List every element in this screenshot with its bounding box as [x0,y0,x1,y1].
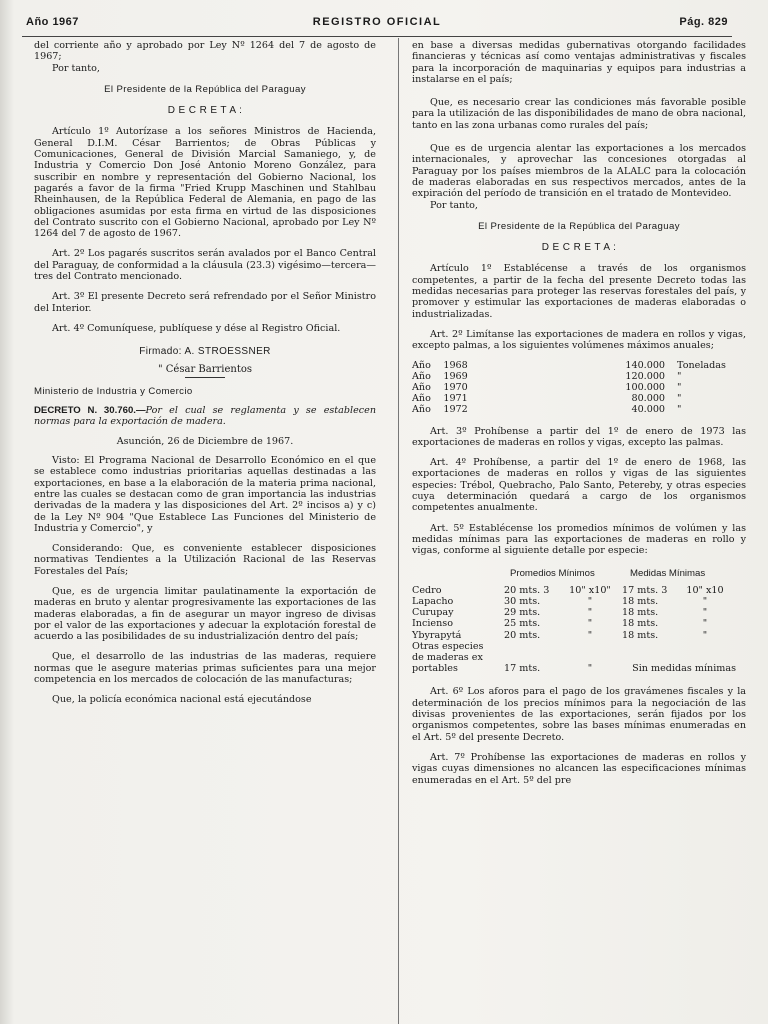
table-cell: 1971 [443,393,468,405]
article-2: Art. 2º Los pagarés suscritos serán avalados por el Banco Central del Paraguay, de conformidad a la cláusula (23.3) vigésimo—tercera—tres del Contrato mencionado. [34,248,376,283]
table-cell: " [702,607,708,619]
table-cell: 18 mts. [622,607,659,619]
table-cell: 1972 [443,404,468,416]
table-row [412,618,736,629]
table-cell: 1969 [443,370,468,382]
article-4: Art. 4º Comuníquese, publíquese y dése al Registro Oficial. [52,322,341,334]
table-cell: Año [412,404,431,416]
table-cell: Otras especies [412,640,484,652]
table-cell: 1968 [443,359,468,371]
header-rule [22,36,732,37]
table-cell: " [677,393,682,405]
article-1: Artículo 1º Autorízase a los señores Ministros de Hacienda, General D.I.M. César Barrientos; de Obras Públicas y Comunicaciones, General de División Marcial Samaniego, y, de Industria y Comercio Don José Antonio Moreno González, para suscribir en nombre y representación del Gobierno Nacional, los pagarés a favor de la firma "Fried Krupp Maschinen und Stahlbau Rheinhausen, de la República Federal de Alemania, en pago de las obligaciones asumidas por esta firma en virtud de las disposiciones del Contrato suscrito con el Gobierno Nacional, aprobado por Ley Nº 1264 del 7 de agosto de 1967. [34,126,376,240]
table-header [412,567,504,585]
export-volume-table [412,360,746,416]
page-header [26,12,728,30]
table-cell: 18 mts. [622,618,659,630]
decree-description: Por el cual se reglamenta y se establecen normas para la exportación de madera. [34,405,377,428]
considerando-paragraph: Que es de urgencia alentar las exportaciones a los mercados internacionales, y aprovechar las concesiones otorgadas al Paraguay por los países miembros de la ALALC para la colocación de maderas elaboradas en sus respectivos mercados, antes de la expiración del período de transición en el tratado de Montevideo. [412,143,746,200]
header-title: REGISTRO OFICIAL [312,16,442,28]
table-cell: 17 mts. [504,663,541,675]
table-row [412,630,736,641]
table-row [412,404,746,415]
table-cell: 1970 [443,381,468,393]
article-4: Art. 4º Prohíbense, a partir del 1º de enero de 1968, las exportaciones de maderas en rollos y vigas de las siguientes especies: Trébol, Quebracho, Palo Santo, Petereby, y otras especies cuya determinación quedará a cargo de los organismos competentes anualmente. [412,457,746,514]
table-cell: 10" x10 [686,584,724,596]
species-measures-table [412,567,736,675]
table-cell: Año [412,393,431,405]
table-cell: Ybyrapytá [412,629,462,641]
table-cell: 120.000 [625,370,666,382]
table-cell: 18 mts. [622,596,659,608]
table-cell: 30 mts. [504,596,541,608]
table-cell: Incienso [412,618,453,630]
right-column [412,40,746,795]
signature-barrientos: " César Barrientos [158,363,252,375]
article-5: Art. 5º Establécense los promedios mínimos de volúmen y las medidas mínimas para las exportaciones de maderas en rollo y vigas, conforme al siguiente detalle por especie: [412,522,746,557]
visto-paragraph: Visto: El Programa Nacional de Desarrollo Económico en el que se establece como industrias prioritarias aquellas destinadas a las exportaciones, en base a la elaboración de la materia prima nacional, entre las cuales se destacan como de gran importancia las industrias derivadas de la madera y las disposiciones del Art. 2º incisos a) y c) de la Ley Nº 904 "Que Establece Las Funciones del Ministerio de Industria y Comercio", y [34,455,376,534]
table-row [412,360,746,371]
table-row [412,607,736,618]
table-cell: 17 mts. 3 [622,584,668,596]
table-header: Medidas Mínimas [630,567,706,579]
table-cell: 100.000 [625,381,666,393]
table-row [412,641,736,652]
paragraph: del corriente año y aprobado por Ley Nº 1264 del 7 de agosto de 1967; [34,40,376,63]
decree-title [34,405,376,428]
table-cell: 25 mts. [504,618,541,630]
president-heading: El Presidente de la República del Paraguay [478,220,680,232]
table-cell: 40.000 [631,404,666,416]
article-1: Artículo 1º Establécense a través de los organismos competentes, a partir de la fecha del presente Decreto todas las medidas necesarias para proteger las reservas forestales del país, y promover y estimular las exportaciones de maderas elaboradas o industrializadas. [412,263,746,320]
article-3: Art. 3º El presente Decreto será refrendado por el Señor Ministro del Interior. [34,291,376,314]
signature-rule [185,377,225,378]
table-cell: " [677,404,682,416]
table-cell: " [702,618,708,630]
ministry-heading: Ministerio de Industria y Comercio [34,385,193,397]
table-cell: " [702,629,708,641]
table-cell: 20 mts. 3 [504,584,550,596]
considerando-paragraph: Que, es necesario crear las condiciones más favorable posible para la utilización de las disponibilidades de mano de obra nacional, tanto en las zona urbanas como rurales del país; [412,97,746,131]
table-cell: 29 mts. [504,607,541,619]
table-cell: Año [412,381,431,393]
decreta-heading: D E C R E T A : [541,242,617,254]
table-cell: 80.000 [631,393,666,405]
considerando-paragraph: Que, la policía económica nacional está ejecutándose [52,694,312,706]
table-cell: " [587,629,593,641]
table-row [412,663,736,674]
table-header: Promedios Mínimos [510,567,595,579]
header-year: Año 1967 [26,16,79,28]
paragraph: en base a diversas medidas gubernativas otorgando facilidades financieras y técnicas así como ventajas administrativas y fiscales para la incorporación de maquinarias y equipos para industrias a instalarse en el país; [412,40,746,85]
table-cell: 140.000 [625,359,666,371]
left-column [34,40,376,715]
table-cell: " [587,618,593,630]
table-cell: Sin medidas mínimas [632,663,736,675]
considerando-paragraph: Que, el desarrollo de las industrias de las maderas, requiere normas que le asegure materias primas suficientes para una mejor competencia en los mercados de colocación de las manufacturas; [34,651,376,686]
table-header-row [412,567,736,585]
table-cell: " [677,370,682,382]
article-7: Art. 7º Prohíbense las exportaciones de maderas en rollos y vigas cuyas dimensiones no alcancen las especificaciones mínimas enumeradas en el Art. 5º del pre [412,751,746,786]
table-cell: de maderas ex [412,652,483,664]
table-cell: Curupay [412,607,454,619]
article-3: Art. 3º Prohíbense a partir del 1º de enero de 1973 las exportaciones de maderas en rollos y vigas, excepto las palmas. [412,425,746,448]
table-row [412,596,736,607]
table-cell: 10" x10" [569,584,611,596]
table-cell: " [587,596,593,608]
article-6: Art. 6º Los aforos para el pago de los gravámenes fiscales y la determinación de los precios mínimos para la negociación de las divisas provenientes de las exportaciones, serán fijados por los organismos competentes, sobre las bases mínimas enumeradas en el Art. 5º del presente Decreto. [412,686,746,743]
table-row [412,393,746,404]
table-row [412,652,736,663]
table-row [412,382,746,393]
decree-date: Asunción, 26 de Diciembre de 1967. [116,435,294,447]
table-cell: Toneladas [677,359,726,371]
president-heading: El Presidente de la República del Paraguay [104,83,306,95]
header-page-number: Pág. 829 [679,16,728,28]
table-cell: Lapacho [412,596,454,608]
table-cell: " [587,607,593,619]
table-row [412,585,736,596]
considerando-paragraph: Que, es de urgencia limitar paulatinamente la exportación de maderas en bruto y alentar progresivamente las exportaciones de las maderas elaboradas, a fin de asegurar un mayor ingreso de divisas por el valor de las exportaciones y adecuar la explotación forestal de acuerdo a las posibilidades de su industrialización dentro del país; [34,585,376,643]
table-cell: 18 mts. [622,629,659,641]
considerando-paragraph: Considerando: Que, es conveniente establecer disposiciones normativas Tendientes a la Utilización Racional de las Reservas Forestales del País; [34,543,376,577]
table-cell: portables [412,663,458,675]
table-cell: Cedro [412,584,442,596]
table-row [412,371,746,382]
decreta-heading: D E C R E T A : [167,105,243,117]
table-cell: " [587,663,593,675]
table-cell: 20 mts. [504,629,541,641]
signature-stroessner: Firmado: A. STROESSNER [139,346,271,358]
table-cell: Año [412,359,431,371]
table-cell: " [677,381,682,393]
paragraph: Por tanto, [430,199,478,211]
paragraph: Por tanto, [52,62,100,74]
table-cell: " [702,596,708,608]
article-2: Art. 2º Limítanse las exportaciones de madera en rollos y vigas, excepto palmas, a los siguientes volúmenes máximos anuales; [412,328,746,352]
column-divider [398,38,399,1024]
table-cell: Año [412,370,431,382]
decree-number: DECRETO N. 30.760.— [34,405,146,417]
